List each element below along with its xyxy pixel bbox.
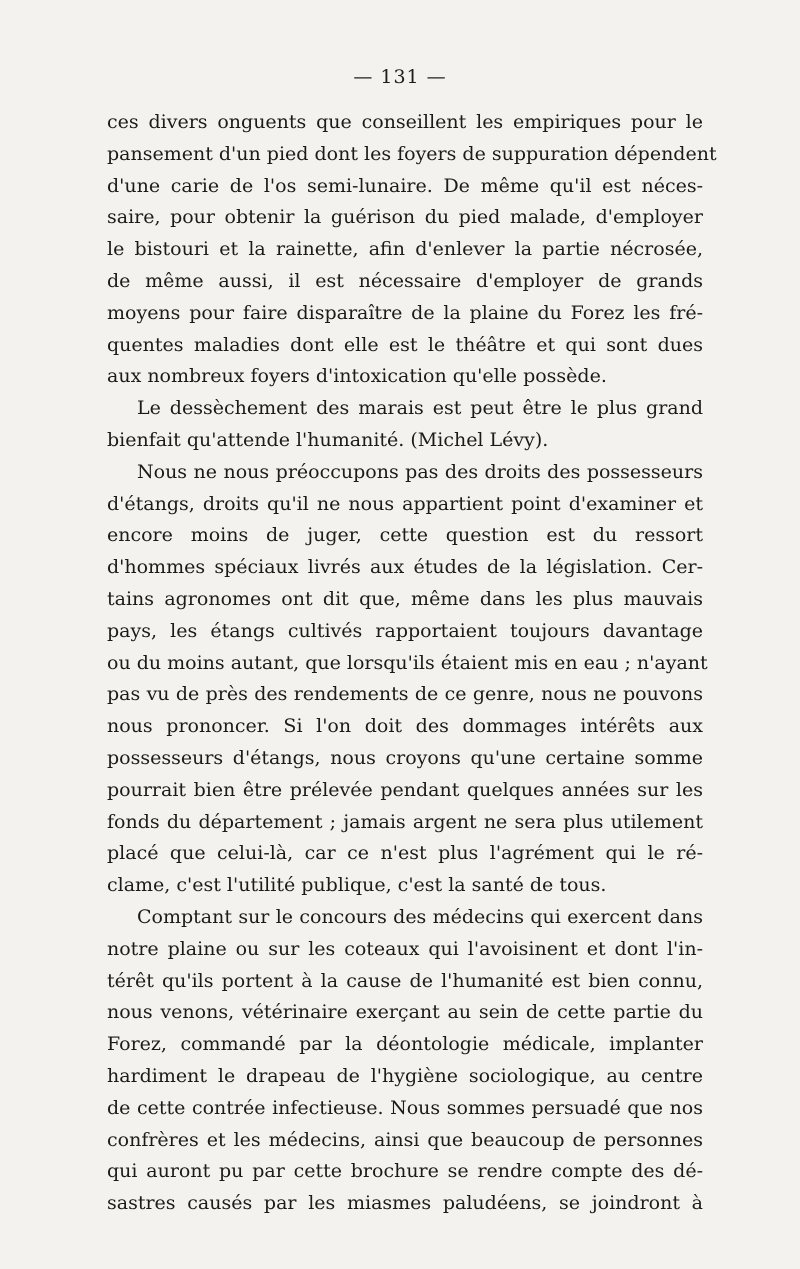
- text-line: d'étangs, droits qu'il ne nous appartient point d'examiner et: [107, 492, 703, 515]
- body-text: [107, 107, 717, 1220]
- text-line: notre plaine ou sur les coteaux qui l'avoisinent et dont l'in-: [107, 937, 703, 960]
- text-line: ou du moins autant, que lorsqu'ils étaient mis en eau ; n'ayant: [107, 651, 708, 674]
- text-line: fonds du département ; jamais argent ne sera plus utilement: [107, 810, 703, 833]
- text-line: moyens pour faire disparaître de la plaine du Forez les fré-: [107, 301, 703, 324]
- text-line: qui auront pu par cette brochure se rendre compte des dé-: [107, 1160, 703, 1183]
- text-line: ces divers onguents que conseillent les empiriques pour le: [107, 111, 703, 133]
- text-line: tains agronomes ont dit que, même dans les plus mauvais: [107, 587, 703, 610]
- text-line: Le dessèchement des marais est peut être le plus grand: [137, 397, 703, 420]
- text-line: saire, pour obtenir la guérison du pied malade, d'employer: [107, 206, 703, 229]
- text-line: bienfait qu'attende l'humanité. (Michel Lévy).: [107, 428, 549, 451]
- text-line: pourrait bien être prélevée pendant quelques années sur les: [107, 778, 703, 801]
- text-line: térêt qu'ils portent à la cause de l'humanité est bien connu,: [107, 969, 703, 992]
- text-line: pays, les étangs cultivés rapportaient toujours davantage: [107, 619, 703, 642]
- text-line: d'hommes spéciaux livrés aux études de la législation. Cer-: [107, 556, 703, 579]
- text-line: nous prononcer. Si l'on doit des dommages intérêts aux: [107, 715, 703, 738]
- text-line: hardiment le drapeau de l'hygiène sociologique, au centre: [107, 1064, 703, 1087]
- text-line: pas vu de près des rendements de ce genre, nous ne pouvons: [107, 683, 703, 706]
- text-line: sastres causés par les miasmes paludéens, se joindront à: [107, 1192, 703, 1215]
- text-line: Comptant sur le concours des médecins qui exercent dans: [137, 905, 703, 928]
- text-line: placé que celui-là, car ce n'est plus l'agrément qui le ré-: [107, 842, 703, 865]
- text-line: d'une carie de l'os semi-lunaire. De même qu'il est néces-: [107, 174, 703, 197]
- text-line: de même aussi, il est nécessaire d'employer de grands: [107, 269, 703, 292]
- text-line: de cette contrée infectieuse. Nous sommes persuadé que nos: [107, 1096, 703, 1119]
- text-line: Forez, commandé par la déontologie médicale, implanter: [107, 1033, 703, 1056]
- page-number: — 131 —: [353, 66, 447, 88]
- text-line: Nous ne nous préoccupons pas des droits des possesseurs: [137, 460, 703, 483]
- text-line: aux nombreux foyers d'intoxication qu'elle possède.: [107, 365, 607, 388]
- text-line: quentes maladies dont elle est le théâtre et qui sont dues: [107, 333, 703, 356]
- text-line: le bistouri et la rainette, afin d'enlever la partie nécrosée,: [107, 238, 703, 261]
- text-line: confrères et les médecins, ainsi que beaucoup de personnes: [107, 1128, 703, 1151]
- text-line: possesseurs d'étangs, nous croyons qu'une certaine somme: [107, 746, 703, 769]
- text-line: nous venons, vétérinaire exerçant au sein de cette partie du: [107, 1001, 703, 1024]
- text-line: encore moins de juger, cette question est du ressort: [107, 524, 703, 547]
- text-line: clame, c'est l'utilité publique, c'est la santé de tous.: [107, 874, 607, 897]
- text-line: pansement d'un pied dont les foyers de suppuration dépendent: [107, 142, 717, 165]
